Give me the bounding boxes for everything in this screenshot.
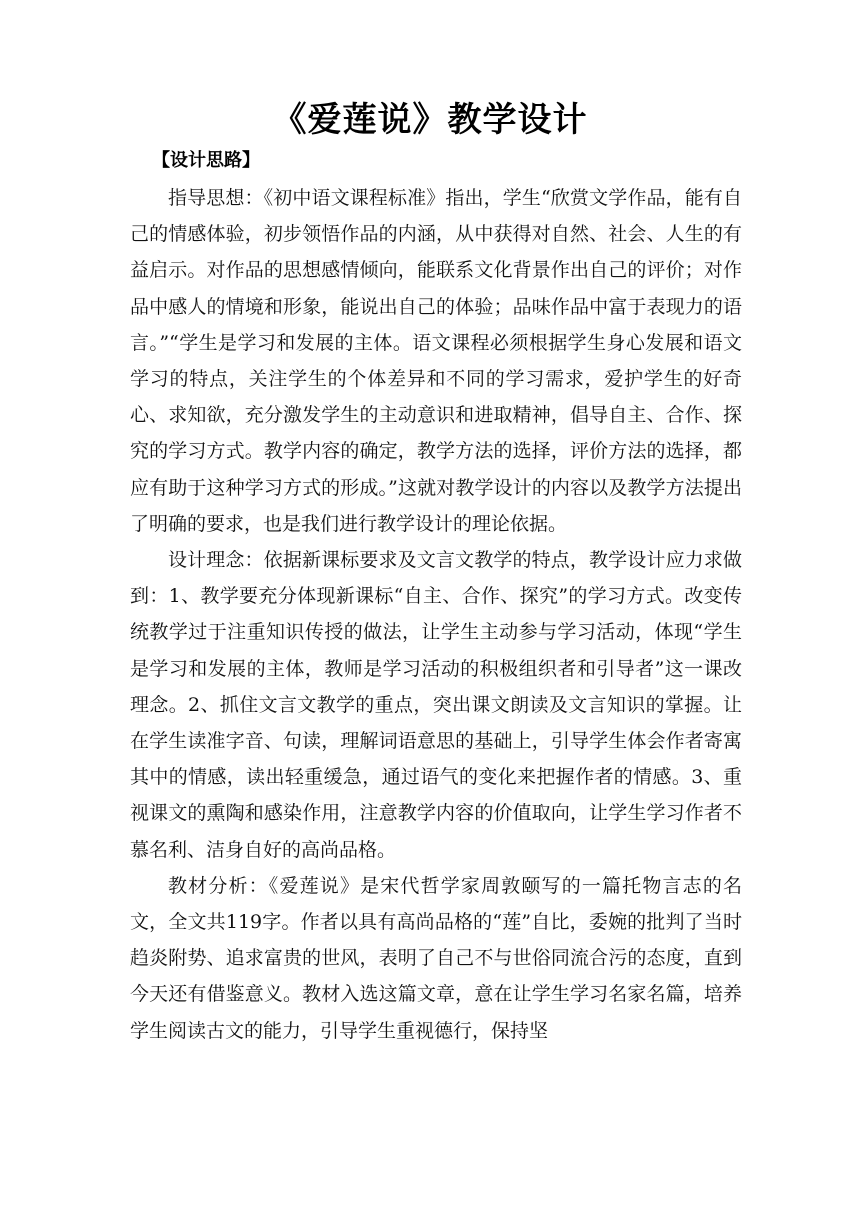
paragraph-design-concept: 设计理念：依据新课标要求及文言文教学的特点，教学设计应力求做到：1、教学要充分体现新课标“自主、合作、探究”的学习方式。改变传统教学过于注重知识传授的做法，让学生主动参与学习活动，体现“学生是学习和发展的主体，教师是学习活动的积极组织者和引导者”这一课改理念。2、抓住文言文教学的重点，突出课文朗读及文言知识的掌握。让在学生读准字音、句读，理解词语意思的基础上，引导学生体会作者寄寓其中的情感，读出轻重缓急，通过语气的变化来把握作者的情感。3、重视课文的熏陶和感染作用，注意教学内容的价值取向，让学生学习作者不慕名利、洁身自好的高尚品格。 <box>130 549 742 861</box>
document-body <box>130 180 742 1049</box>
paragraph-guiding-thought: 指导思想：《初中语文课程标准》指出，学生“欣赏文学作品，能有自己的情感体验，初步领悟作品的内涵，从中获得对自然、社会、人生的有益启示。对作品的思想感情倾向，能联系文化背景作出自己的评价；对作品中感人的情境和形象，能说出自己的体验；品味作品中富于表现力的语言。”“学生是学习和发展的主体。语文课程必须根据学生身心发展和语文学习的特点，关注学生的个体差异和不同的学习需求，爱护学生的好奇心、求知欲，充分激发学生的主动意识和进取精神，倡导自主、合作、探究的学习方式。教学内容的确定，教学方法的选择，评价方法的选择，都应有助于这种学习方式的形成。”这就对教学设计的内容以及教学方法提出了明确的要求，也是我们进行教学设计的理论依据。 <box>130 187 742 535</box>
document-title: 《爱莲说》教学设计 <box>272 100 588 140</box>
paragraph-textbook-analysis: 教材分析：《爱莲说》是宋代哲学家周敦颐写的一篇托物言志的名文，全文共119字。作者以具有高尚品格的“莲”自比，委婉的批判了当时趋炎附势、追求富贵的世风，表明了自己不与世俗同流合污的态度，直到今天还有借鉴意义。教材入选这篇文章，意在让学生学习名家名篇，培养学生阅读古文的能力，引导学生重视德行，保持坚 <box>130 874 742 1042</box>
section-heading: 【设计思路】 <box>152 150 260 171</box>
